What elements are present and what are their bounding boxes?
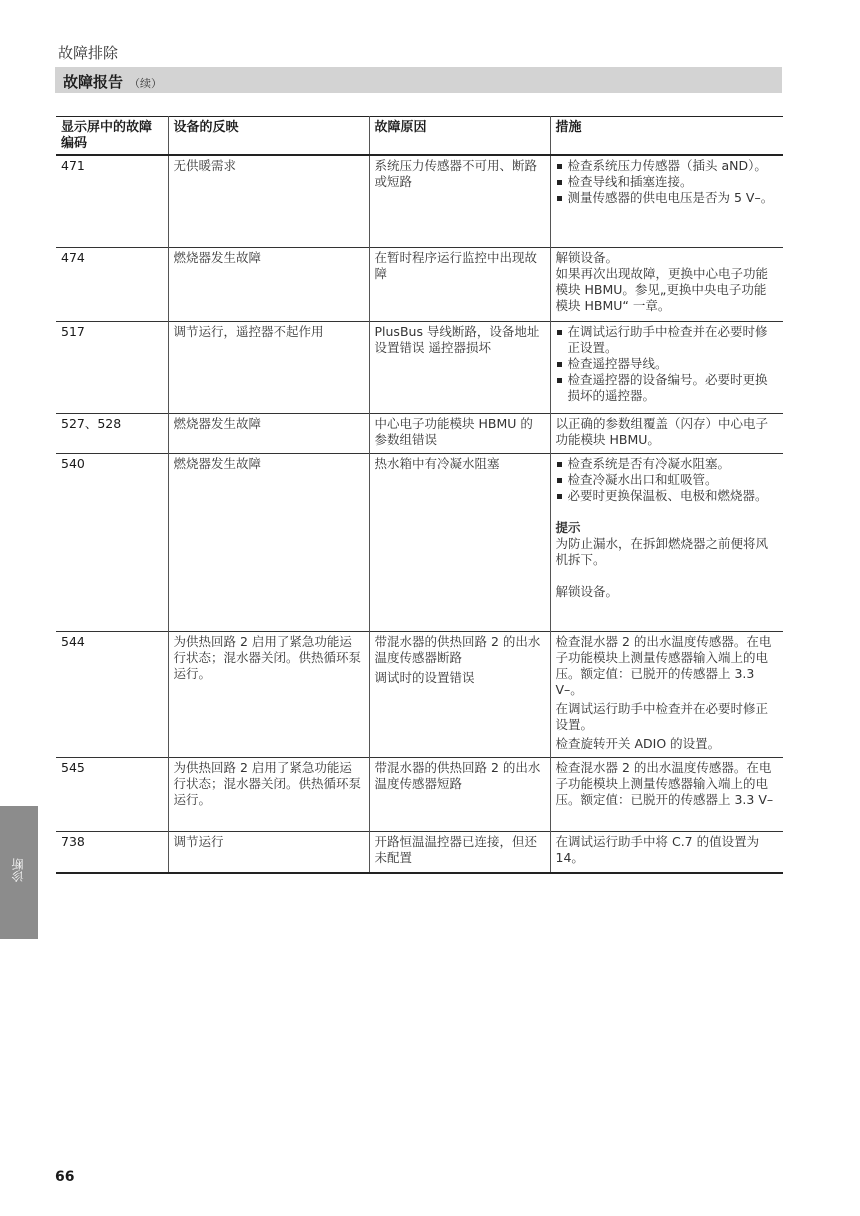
fault-cause: 在暂时程序运行监控中出现故障 <box>369 247 550 321</box>
action-text: 解锁设备。 <box>555 249 619 265</box>
device-reaction: 燃烧器发生故障 <box>168 453 369 631</box>
action-bullet: 检查冷凝水出口和虹吸管。 <box>556 472 779 488</box>
page-number: 66 <box>55 1169 75 1185</box>
header-action: 措施 <box>550 117 783 156</box>
fault-cause: 热水箱中有冷凝水阻塞 <box>369 453 550 631</box>
fault-action <box>550 413 783 453</box>
fault-action <box>550 453 783 631</box>
fault-cause: 中心电子功能模块 HBMU 的参数组错误 <box>369 413 550 453</box>
action-text: 如果再次出现故障，更换中心电子功能模块 HBMU。参见„更换中央电子功能模块 HBMU“ 一章。 <box>555 265 769 313</box>
device-reaction: 燃烧器发生故障 <box>168 413 369 453</box>
fault-code: 517 <box>56 321 168 413</box>
fault-code: 540 <box>56 453 168 631</box>
header-cause: 故障原因 <box>369 117 550 156</box>
continued-label: （续） <box>129 77 163 90</box>
fault-action <box>550 831 783 873</box>
fault-action <box>550 247 783 321</box>
cause-text: 调试时的设置错误 <box>374 669 475 685</box>
table-row <box>56 321 783 413</box>
action-bullet: 检查系统压力传感器（插头 aND）。 <box>556 158 779 174</box>
fault-table <box>56 116 783 874</box>
table-row <box>56 413 783 453</box>
fault-code: 474 <box>56 247 168 321</box>
action-text: 解锁设备。 <box>555 583 619 599</box>
section-title: 故障排除 <box>58 44 119 62</box>
fault-code: 545 <box>56 757 168 831</box>
action-bullet: 在调试运行助手中检查并在必要时修正设置。 <box>556 324 779 356</box>
note-title: 提示 <box>555 519 581 535</box>
side-tab <box>0 806 38 939</box>
fault-code: 527、528 <box>56 413 168 453</box>
fault-cause: PlusBus 导线断路，设备地址设置错误 遥控器损坏 <box>369 321 550 413</box>
fault-cause: 系统压力传感器不可用、断路或短路 <box>369 155 550 247</box>
header-reaction: 设备的反映 <box>168 117 369 156</box>
table-row <box>56 631 783 757</box>
device-reaction: 为供热回路 2 启用了紧急功能运行状态；混水器关闭。供热循环泵运行。 <box>168 631 369 757</box>
device-reaction: 燃烧器发生故障 <box>168 247 369 321</box>
table-row <box>56 155 783 247</box>
note-text: 为防止漏水，在拆卸燃烧器之前便将风机拆下。 <box>555 535 769 567</box>
device-reaction: 调节运行 <box>168 831 369 873</box>
fault-cause: 带混水器的供热回路 2 的出水温度传感器短路 <box>369 757 550 831</box>
table-row <box>56 247 783 321</box>
device-reaction: 无供暖需求 <box>168 155 369 247</box>
action-text: 检查混水器 2 的出水温度传感器。在电子功能模块上测量传感器输入端上的电压。额定值：已脱开的传感器上 3.3 V– <box>555 759 774 807</box>
fault-action <box>550 321 783 413</box>
action-bullet: 检查遥控器的设备编号。必要时更换损坏的遥控器。 <box>556 372 779 404</box>
cause-text: 带混水器的供热回路 2 的出水温度传感器断路 <box>374 633 541 665</box>
device-reaction: 为供热回路 2 启用了紧急功能运行状态；混水器关闭。供热循环泵运行。 <box>168 757 369 831</box>
action-text: 在调试运行助手中检查并在必要时修正设置。 <box>555 700 769 732</box>
fault-code: 544 <box>56 631 168 757</box>
action-text: 以正确的参数组覆盖（闪存）中心电子功能模块 HBMU。 <box>555 415 769 447</box>
table-row <box>56 453 783 631</box>
fault-code: 738 <box>56 831 168 873</box>
action-bullet: 必要时更换保温板、电极和燃烧器。 <box>556 488 779 504</box>
fault-action <box>550 155 783 247</box>
fault-code: 471 <box>56 155 168 247</box>
fault-cause <box>369 631 550 757</box>
action-bullet: 检查导线和插塞连接。 <box>556 174 779 190</box>
action-text: 在调试运行助手中将 C.7 的值设置为 14。 <box>555 833 760 865</box>
action-bullet: 测量传感器的供电电压是否为 5 V–。 <box>556 190 779 206</box>
action-bullet: 检查系统是否有冷凝水阻塞。 <box>556 456 779 472</box>
action-text: 检查混水器 2 的出水温度传感器。在电子功能模块上测量传感器输入端上的电压。额定值：已脱开的传感器上 3.3 V–。 <box>555 633 772 697</box>
fault-cause: 开路恒温温控器已连接，但还未配置 <box>369 831 550 873</box>
subtitle: 故障报告 （续） <box>63 73 163 91</box>
table-row <box>56 831 783 873</box>
table-row <box>56 757 783 831</box>
fault-action <box>550 631 783 757</box>
action-bullet: 检查遥控器导线。 <box>556 356 779 372</box>
table-header-row <box>56 117 783 156</box>
device-reaction: 调节运行，遥控器不起作用 <box>168 321 369 413</box>
side-tab-label: 诊断 <box>11 858 25 882</box>
subtitle-bar <box>55 67 782 93</box>
action-text: 检查旋转开关 ADIO 的设置。 <box>555 735 721 751</box>
header-code: 显示屏中的故障编码 <box>56 117 168 156</box>
fault-action <box>550 757 783 831</box>
